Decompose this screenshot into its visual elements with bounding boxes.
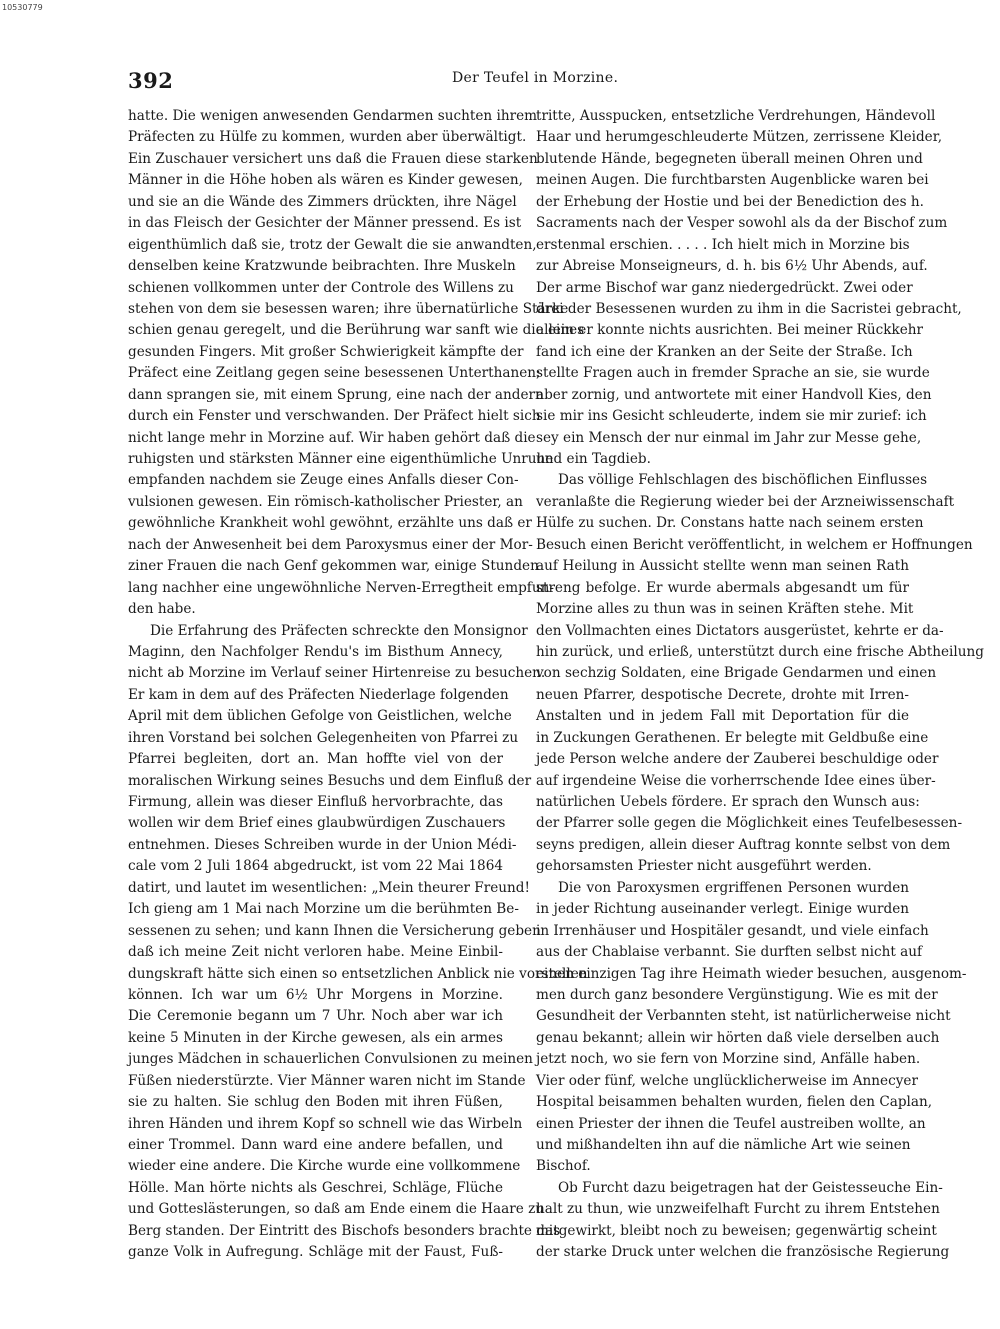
text-line: sessenen zu sehen; und kann Ihnen die Versicherung geben — [128, 922, 541, 939]
text-line: der Pfarrer solle gegen die Möglichkeit eines Teufelbesessen- — [536, 815, 963, 832]
text-line: fand ich eine der Kranken an der Seite der Straße. Ich — [536, 343, 913, 360]
text-line: Männer in die Höhe hoben als wären es Kinder gewesen, — [128, 172, 523, 189]
text-line: blutende Hände, begegneten überall meinen Ohren und — [536, 150, 923, 167]
text-line: streng befolge. Er wurde abermals abgesandt um für — [536, 579, 909, 596]
text-line: wollen wir dem Brief eines glaubwürdigen Zuschauers — [128, 815, 506, 832]
text-line: auf Heilung in Aussicht stellte wenn man seinen Rath — [536, 558, 909, 575]
text-line: Gesundheit der Verbannten steht, ist natürlicherweise nicht — [536, 1008, 951, 1025]
running-title: Der Teufel in Morzine. — [452, 70, 619, 86]
text-line: seyns predigen, allein dieser Auftrag konnte selbst von dem — [536, 836, 951, 853]
text-line: jede Person welche andere der Zauberei beschuldige oder — [536, 751, 939, 768]
text-line: empfanden nachdem sie Zeuge eines Anfalls dieser Con- — [128, 472, 519, 489]
text-line: drei der Besessenen wurden zu ihm in die Sacristei gebracht, — [536, 300, 962, 317]
text-line: sey ein Mensch der nur einmal im Jahr zur Messe gehe, — [536, 429, 922, 446]
text-line: können. Ich war um 6½ Uhr Morgens in Morzine. — [128, 986, 503, 1003]
text-line: allein er konnte nichts ausrichten. Bei meiner Rückkehr — [536, 322, 924, 339]
text-line: cale vom 2 Juli 1864 abgedruckt, ist vom 22 Mai 1864 — [128, 858, 503, 875]
text-line: eigenthümlich daß sie, trotz der Gewalt die sie anwandten, — [128, 236, 537, 253]
text-line: jetzt noch, wo sie fern von Morzine sind, Anfälle haben. — [536, 1051, 921, 1068]
text-line: veranlaßte die Regierung wieder bei der Arzneiwissenschaft — [536, 493, 955, 510]
text-line: lang nachher eine ungewöhnliche Nerven-Erregtheit empfun- — [128, 579, 554, 596]
text-line: Hospital beisammen behalten wurden, fielen den Caplan, — [536, 1094, 933, 1111]
left-text-column — [128, 106, 588, 1264]
text-line: schien genau geregelt, und die Berührung war sanft wie die eines — [128, 322, 585, 339]
text-line: durch ein Fenster und verschwanden. Der Präfect hielt sich — [128, 408, 541, 425]
text-line: Firmung, allein was dieser Einfluß hervorbrachte, das — [128, 794, 503, 810]
text-line: vulsionen gewesen. Ein römisch-katholischer Priester, an — [128, 493, 523, 510]
text-line: denselben keine Kratzwunde beibrachten. Ihre Muskeln — [128, 258, 516, 275]
text-line: einen Priester der ihnen die Teufel austreiben wollte, an — [536, 1115, 926, 1132]
text-line: Ein Zuschauer versichert uns daß die Frauen diese starken — [128, 150, 538, 167]
text-line: Vier oder fünf, welche unglücklicherweise im Annecyer — [536, 1072, 918, 1089]
text-line: ganze Volk in Aufregung. Schläge mit der Faust, Fuß- — [128, 1244, 503, 1261]
text-line: einen einzigen Tag ihre Heimath wieder besuchen, ausgenom- — [536, 965, 967, 982]
text-line: Hölle. Man hörte nichts als Geschrei, Schläge, Flüche — [128, 1179, 503, 1196]
text-line: hatte. Die wenigen anwesenden Gendarmen suchten ihrem — [128, 108, 538, 124]
text-line: Füßen niederstürzte. Vier Männer waren nicht im Stande — [128, 1072, 526, 1089]
text-line: Das völlige Fehlschlagen des bischöflichen Einflusses — [558, 472, 928, 489]
text-line: gesunden Fingers. Mit großer Schwierigkeit kämpfte der — [128, 343, 524, 360]
text-line: April mit dem üblichen Gefolge von Geistlichen, welche — [128, 708, 512, 725]
text-line: ihren Händen und ihrem Kopf so schnell wie das Wirbeln — [128, 1115, 523, 1132]
text-line: Pfarrei begleiten, dort an. Man hoffte viel von der — [128, 751, 503, 768]
text-line: schienen vollkommen unter der Controle des Willens zu — [128, 279, 514, 296]
text-line: dann sprangen sie, mit einem Sprung, eine nach der andern — [128, 386, 544, 403]
text-line: ruhigsten und stärksten Männer eine eigenthümliche Unruhe — [128, 451, 554, 467]
text-line: von sechzig Soldaten, eine Brigade Gendarmen und einen — [536, 665, 937, 682]
text-line: erstenmal erschien. . . . . Ich hielt mich in Morzine bis — [536, 236, 910, 253]
text-line: natürlichen Uebels fördere. Er sprach den Wunsch aus: — [536, 794, 920, 810]
text-line: datirt, und lautet im wesentlichen: „Mein theurer Freund! — [128, 879, 530, 896]
text-line: einer Trommel. Dann ward eine andere befallen, und — [128, 1137, 503, 1153]
text-line: aus der Chablaise verbannt. Sie durften selbst nicht auf — [536, 944, 923, 961]
text-line: in Zuckungen Gerathenen. Er belegte mit Geldbuße eine — [536, 729, 929, 746]
text-line: Präfecten zu Hülfe zu kommen, wurden aber überwältigt. — [128, 129, 527, 146]
text-line: daß ich meine Zeit nicht verloren habe. Meine Einbil- — [128, 944, 503, 961]
text-line: Bischof. — [536, 1158, 591, 1175]
text-line: stehen von dem sie besessen waren; ihre übernatürliche Stärke — [128, 300, 569, 317]
text-line: den habe. — [128, 601, 196, 618]
text-line: den Vollmachten eines Dictators ausgerüstet, kehrte er da- — [536, 622, 944, 639]
text-line: Haar und herumgeschleuderte Mützen, zerrissene Kleider, — [536, 129, 943, 146]
text-line: Morzine alles zu thun was in seinen Kräften stehe. Mit — [536, 601, 914, 618]
text-line: moralischen Wirkung seines Besuchs und dem Einfluß der — [128, 772, 532, 789]
text-line: gehorsamsten Priester nicht ausgeführt werden. — [536, 858, 872, 875]
text-line: sie zu halten. Sie schlug den Boden mit ihren Füßen, — [128, 1094, 503, 1111]
text-line: neuen Pfarrer, despotische Decrete, drohte mit Irren- — [536, 686, 909, 703]
text-line: nicht lange mehr in Morzine auf. Wir haben gehört daß die — [128, 429, 536, 446]
scan-id: 10530779 — [2, 3, 43, 12]
text-line: in jeder Richtung auseinander verlegt. Einige wurden — [536, 901, 909, 918]
text-line: Präfect eine Zeitlang gegen seine besessenen Unterthanen; — [128, 365, 541, 382]
text-line: keine 5 Minuten in der Kirche gewesen, als ein armes — [128, 1029, 503, 1046]
right-text-column — [536, 106, 984, 1264]
text-line: auf irgendeine Weise die vorherrschende Idee eines über- — [536, 772, 936, 789]
text-line: gewöhnliche Krankheit wohl gewöhnt, erzählte uns daß er — [128, 515, 532, 532]
text-line: Anstalten und in jedem Fall mit Deportation für die — [536, 708, 909, 725]
text-line: in Irrenhäuser und Hospitäler gesandt, und viele einfach — [536, 922, 929, 939]
text-line: men durch ganz besondere Vergünstigung. Wie es mit der — [536, 986, 938, 1003]
text-line: Der arme Bischof war ganz niedergedrückt. Zwei oder — [536, 279, 913, 296]
text-line: der starke Druck unter welchen die französische Regierung — [536, 1244, 950, 1261]
text-line: und ein Tagdieb. — [536, 451, 651, 467]
text-line: und Gotteslästerungen, so daß am Ende einem die Haare zu — [128, 1201, 545, 1218]
text-line: Die Erfahrung des Präfecten schreckte den Monsignor — [150, 622, 528, 639]
text-line: Die Ceremonie begann um 7 Uhr. Noch aber war ich — [128, 1008, 503, 1025]
text-line: junges Mädchen in schauerlichen Convulsionen zu meinen — [128, 1051, 533, 1068]
text-line: entnehmen. Dieses Schreiben wurde in der Union Médi- — [128, 836, 517, 853]
text-line: halt zu thun, wie unzweifelhaft Furcht zu ihrem Entstehen — [536, 1201, 940, 1218]
text-line: Ob Furcht dazu beigetragen hat der Geistesseuche Ein- — [558, 1179, 943, 1196]
text-line: Ich gieng am 1 Mai nach Morzine um die berühmten Be- — [128, 901, 519, 918]
text-line: stellte Fragen auch in fremder Sprache an sie, sie wurde — [536, 365, 930, 382]
text-line: dungskraft hätte sich einen so entsetzlichen Anblick nie vorstellen — [128, 965, 588, 982]
page-number: 392 — [128, 68, 174, 93]
text-line: Die von Paroxysmen ergriffenen Personen wurden — [558, 879, 909, 896]
text-line: tritte, Ausspucken, entsetzliche Verdrehungen, Händevoll — [536, 108, 936, 124]
text-line: meinen Augen. Die furchtbarsten Augenblicke waren bei — [536, 172, 929, 189]
text-line: und mißhandelten ihn auf die nämliche Art wie seinen — [536, 1137, 911, 1153]
text-line: wieder eine andere. Die Kirche wurde eine vollkommene — [128, 1158, 521, 1175]
text-line: und sie an die Wände des Zimmers drückten, ihre Nägel — [128, 193, 517, 210]
text-line: Besuch einen Bericht veröffentlicht, in welchem er Hoffnungen — [536, 536, 973, 553]
text-line: genau bekannt; allein wir hörten daß viele derselben auch — [536, 1029, 940, 1046]
text-line: aber zornig, und antwortete mit einer Handvoll Kies, den — [536, 386, 932, 403]
text-line: der Erhebung der Hostie und bei der Benediction des h. — [536, 193, 924, 210]
text-line: mitgewirkt, bleibt noch zu beweisen; gegenwärtig scheint — [536, 1222, 937, 1239]
text-line: Er kam in dem auf des Präfecten Niederlage folgenden — [128, 686, 509, 703]
text-line: in das Fleisch der Gesichter der Männer pressend. Es ist — [128, 215, 522, 232]
text-line: Berg standen. Der Eintritt des Bischofs besonders brachte das — [128, 1222, 561, 1239]
text-line: Maginn, den Nachfolger Rendu's im Bisthum Annecy, — [128, 643, 503, 660]
text-line: ziner Frauen die nach Genf gekommen war, einige Stunden — [128, 558, 539, 575]
text-line: nicht ab Morzine im Verlauf seiner Hirtenreise zu besuchen. — [128, 665, 546, 682]
text-line: nach der Anwesenheit bei dem Paroxysmus einer der Mor- — [128, 536, 533, 553]
text-line: sie mir ins Gesicht schleuderte, indem sie mir zurief: ich — [536, 408, 927, 425]
text-line: hin zurück, und erließ, unterstützt durch eine frische Abtheilung — [536, 643, 984, 660]
text-line: ihren Vorstand bei solchen Gelegenheiten von Pfarrei zu — [128, 729, 519, 746]
text-line: Hülfe zu suchen. Dr. Constans hatte nach seinem ersten — [536, 515, 924, 532]
text-line: Sacraments nach der Vesper sowohl als da der Bischof zum — [536, 215, 948, 232]
text-line: zur Abreise Monseigneurs, d. h. bis 6½ Uhr Abends, auf. — [536, 258, 928, 275]
